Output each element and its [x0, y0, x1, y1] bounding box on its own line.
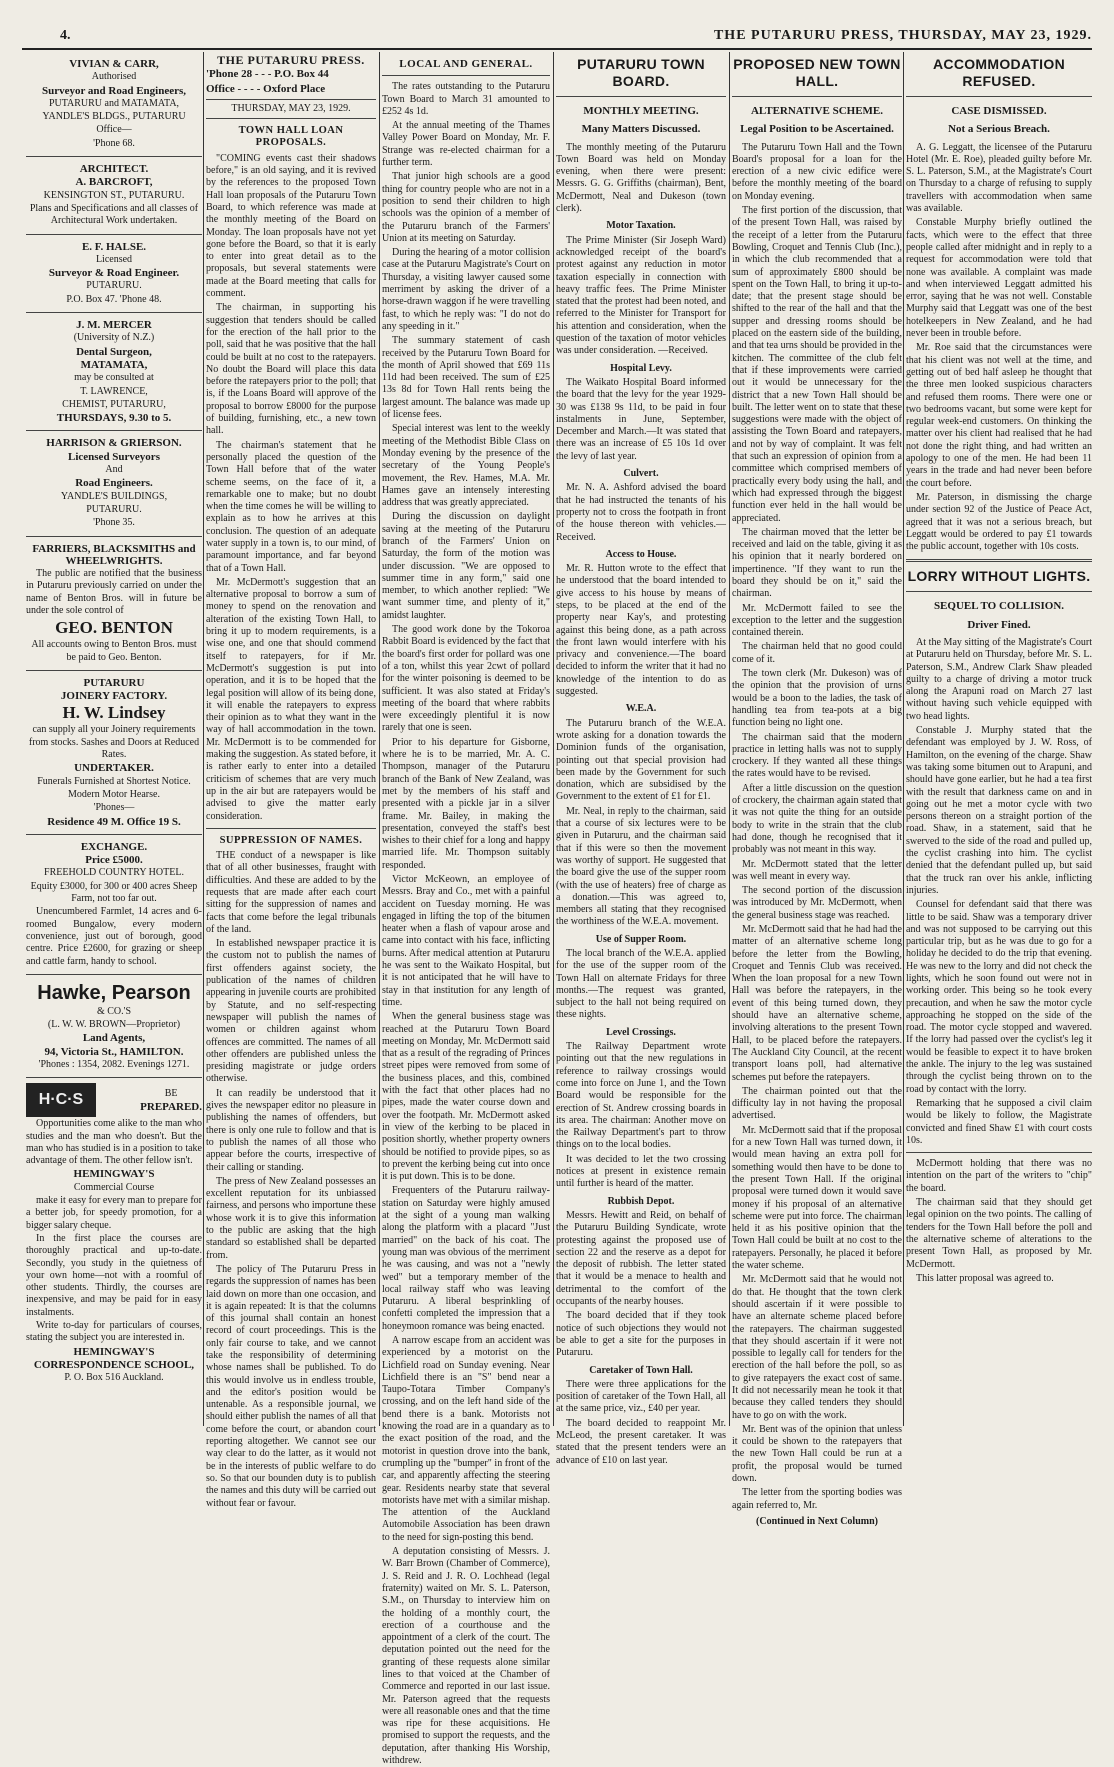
paragraph: The Waikato Hospital Board informed the board that the levy for the year 1929-30 was £138 9s 11d, to be paid in four instalments in June, September, December and March.—It was stated that there was an increase of £5 10s 1d over the levy of last year.	[556, 376, 726, 462]
ad-heading: ARCHITECT.	[79, 163, 149, 176]
paper-name: THE PUTARURU PRESS.	[217, 53, 365, 67]
ad-line: Office—	[96, 124, 132, 136]
ad-line: 'Phones—	[93, 802, 135, 814]
divider	[556, 96, 726, 97]
paragraph: The chairman moved that the letter be received and laid on the table, giving it as his opinion that it nearly bordered on impertinence. "If they want to run the board they should be on it," said the chairman.	[732, 526, 902, 600]
divider	[906, 1152, 1092, 1153]
hcs-logo: H·C·S	[26, 1083, 96, 1117]
paragraph: The Putaruru branch of the W.E.A. wrote asking for a donation towards the Dominion funds of the organisation, pointing out that special provision had been made by the Government for such donation, which are subsidised by the Government to the extent of £1 for £1.	[556, 717, 726, 803]
side-heading: Hospital Levy.	[610, 362, 672, 374]
ad-line: Licensed	[95, 253, 133, 265]
paragraph: The monthly meeting of the Putaruru Town Board was held on Monday evening, when there were present: Messrs. G. G. Griffiths (chairman), Bent, McDermott, Neal and Dukeson (town clerk).	[556, 141, 726, 215]
paragraph: "COMING events cast their shadows before," is an old saying, and it is revived by the references to the proposed Town Hall loan proposals of the Putaruru Town Board, to which reference was made at the monthly meeting of the Board on Monday. The loan proposals have not yet gone before the Board, so that it is early to enter into great detail as to the proposals, but several statements were made at the Board meeting that calls for comment.	[206, 152, 376, 300]
masthead-title: THE PUTARURU PRESS, THURSDAY, MAY 23, 1929.	[713, 28, 1092, 43]
ad-line: And	[105, 464, 123, 476]
side-heading: Access to House.	[605, 548, 677, 560]
ad-line: (University of N.Z.)	[73, 332, 155, 344]
paragraph: Mr. McDermott failed to see the exception to the letter and the suggestion contained therein.	[732, 602, 902, 639]
ad-harrison-grierson	[26, 431, 202, 536]
paragraph: Mr. McDermott stated that the letter was well meant in every way.	[732, 858, 902, 882]
ad-line: 94, Victoria St., HAMILTON.	[44, 1045, 184, 1058]
ad-line: Modern Motor Hearse.	[68, 788, 160, 800]
article-subheading: ALTERNATIVE SCHEME.	[750, 105, 884, 117]
ad-vivian-carr	[26, 52, 202, 157]
divider	[732, 96, 902, 97]
ad-architect	[26, 157, 202, 234]
ad-heading: HEMINGWAY'S	[73, 1168, 155, 1181]
paragraph: When the general business stage was reached at the Putaruru Town Board meeting on Monday, Mr. McDermott said that as a result of the regrading of Princes street pipes were removed from some of the business places, and this, combined with the fact that other places had no pipes, made the water course down and over the footpath. Mr. McDermott asked in view of the kerbing to be placed in position shortly, whether property owners should be notified to provide pipes, so as to prevent the kerbing being cut into once it is put down. This is to be done.	[382, 1011, 550, 1183]
article-subheading: Driver Fined.	[967, 618, 1031, 631]
paragraph: The summary statement of cash received by the Putaruru Town Board for the month of April showed that £69 11s 11d had been received. The sum of £25 13s 8d for Town Hall rents being the largest amount. The balance was made up of license fees.	[382, 335, 550, 421]
masthead-rule	[22, 48, 1092, 50]
paragraph: Mr. McDermott said that if the proposal for a new Town Hall was turned down, it would mean having an extra poll for something would then have to be done to the present Town Hall. If the original proposal were turned down it would save money if his proposal of an alternative scheme were put into force. The chairman held it as his positive opinion that the Town Hall could be built at no cost to the ratepayers. Personally, he placed it before the water scheme.	[732, 1124, 902, 1272]
ad-line: Price £5000.	[85, 854, 143, 867]
article-subheading: Legal Position to be Ascertained.	[740, 123, 894, 136]
side-heading: Caretaker of Town Hall.	[589, 1364, 693, 1376]
ad-body: Opportunities come alike to the man who studies and the man who doesn't. But the man who has studied is in a position to take advantage of them. The other fellow isn't.	[26, 1118, 202, 1167]
paragraph: The board decided that if they took notice of such objections they would not be able to get a site for the purposes in Putaruru.	[556, 1310, 726, 1359]
column-editorial	[206, 52, 376, 1509]
paragraph: The board decided to reappoint Mr. McLeod, the present caretaker. It was stated that the present tenders were an advance of £10 on last year.	[556, 1417, 726, 1466]
paragraph: After a little discussion on the question of crockery, the chairman again stated that it was not quite the thing for an outside body to write in the strain that the club had done, though he recognised that it probably was not meant in this way.	[732, 782, 902, 856]
paragraph: Prior to his departure for Gisborne, where he is to be married, Mr. A. C. Thompson, manager of the Putaruru branch of the Bank of New Zealand, was met by the members of his staff and presented with a pickle jar in a silver frame. Mr. Bailey, in making the presentation, conveyed the staff's best wishes to their chief for a long and happy married life. Mr. Thompson suitably responded.	[382, 736, 550, 871]
article-headline: PROPOSED NEW TOWN HALL.	[733, 56, 901, 89]
side-heading: Motor Taxation.	[606, 220, 676, 232]
ad-title: HARRISON & GRIERSON.	[46, 437, 182, 450]
paragraph: The Putaruru Town Hall and the Town Board's proposal for a loan for the erection of a new civic edifice were before the monthly meeting of the board on Monday evening.	[732, 141, 902, 202]
paragraph: McDermott holding that there was no intention on the part of the writers to "chip" the board.	[906, 1158, 1092, 1194]
ad-line: FREEHOLD COUNTRY HOTEL.	[44, 867, 184, 879]
paragraph: The rates outstanding to the Putaruru Town Board to March 31 amounted to £252 4s 1d.	[382, 81, 550, 117]
paragraph: Mr. Neal, in reply to the chairman, said that a course of six lectures were to be given in Putaruru, and the chairman said that if this were so then the movement was worthy of support. He suggested that the board give the use of the supper room (with the use of heaters) free of charge as a donation.—This was agreed to, members all stating that they recognised the worthiness of the W.E.A. movement.	[556, 805, 726, 928]
paragraph: The first portion of the discussion, that of the present Town Hall, was raised by the receipt of a letter from the Putaruru Bowling, Croquet and Tennis Club (Inc.), in which the club recommended that a sum of approximately £800 should be spent on the Town Hall, to bring it up-to-date; that the present stage should be shifted to the rear of the hall and that the supper and dressing rooms should be placed on the eastern side of the building, and that tea urns should be provided in the kitchen. The committee of the club felt that if these improvements were carried out it would be unnecessary for the district that a new Town Hall should be built. The letter went on to state that these suggestions were made with the object of assisting the Town Board and ratepayers, and not by way of complaint. It was felt that such an expression of opinion from a committee which comprised members of practically every body using the hall, and which had expressed through the biggest function ever held in the hall would be appreciated.	[732, 205, 902, 524]
article-headline: ACCOMMODATION REFUSED.	[933, 56, 1065, 89]
paragraph: The press of New Zealand possesses an excellent reputation for its unbiassed fairness, and persons who importune these whose work it is to give this information to the public are asking that the high standard so established shall be departed from.	[206, 1175, 376, 1261]
paragraph: The chairman said that the modern practice in letting halls was not to supply crockery. If they wanted all these things the rates would have to be revised.	[732, 731, 902, 780]
ad-line: can supply all your Joinery requirements from stocks. Sashes and Doors at Reduced Rates.	[28, 724, 200, 761]
ad-title: H. W. Lindsey	[62, 703, 166, 723]
paragraph: Messrs. Hewitt and Reid, on behalf of the Putaruru Building Syndicate, wrote protesting against the proposed use of section 22 and the reserve as a depot for the deposit of rubbish. The letter stated that it would be a menace to health and detrimental to the comfort of the occupants of the nearby houses.	[556, 1209, 726, 1308]
column-rule	[379, 52, 380, 1426]
column-advertisements	[26, 52, 202, 1428]
editorial-heading: TOWN HALL LOAN PROPOSALS.	[238, 125, 344, 149]
ad-line: Commercial Course	[73, 1181, 155, 1193]
ad-line: (L. W. W. BROWN—Proprietor)	[47, 1019, 181, 1031]
paragraph: Frequenters of the Putaruru railway-station on Saturday were highly amused at the sight of a young man walking along the platform with a placard "Just married" on the back of his coat. The young man was obvious of the merriment he was causing, and was not a "newly wed" but a temporary member of the local railway staff who was leaving Putaruru. A liberal besprinkling of confetti completed the impression that a honeymoon romance was being enacted.	[382, 1185, 550, 1332]
side-heading: Level Crossings.	[606, 1026, 676, 1038]
paragraph: The chairman's statement that he personally placed the question of the Town Hall before that of the water scheme seems, on the face of it, a remarkable one to make; but no doubt when the time comes he will be willing to explain as to how he arrives at this conclusion. The question of an adequate water supply in a town is, to our mind, of paramount importance, and far beyond that of a Town Hall.	[206, 439, 376, 574]
side-heading: Culvert.	[623, 468, 659, 480]
ad-body: The public are notified that the business in Putaruru previously carried on under the name of Benton Bros. will in future be under the sole control of	[26, 568, 202, 616]
ad-line: THURSDAYS, 9.30 to 5.	[56, 412, 172, 425]
ad-line: Surveyor and Road Engineers,	[41, 84, 187, 97]
ad-line: PUTARURU.	[86, 280, 142, 292]
divider	[206, 828, 376, 829]
paragraph: The chairman said that they should get legal opinion on the two points. The calling of tenders for the Town Hall before the poll and the alternative scheme of alterations to the present Town Hall, as proposed by Mr. McDermott.	[906, 1197, 1092, 1270]
editorial-date: THURSDAY, MAY 23, 1929.	[206, 99, 376, 119]
article-subheading: Many Matters Discussed.	[581, 123, 701, 136]
paragraph: The chairman pointed out that the difficulty lay in not having the proposal advertised.	[732, 1085, 902, 1122]
ad-line: Dental Surgeon,	[76, 345, 152, 358]
paragraph: A. G. Leggatt, the licensee of the Putaruru Hotel (Mr. E. Roe), pleaded guilty before Mr. S. L. Paterson, S.M., at the Magistrate's Court on Thursday to a charge of refusing to supply travellers with accommodation when same was available.	[906, 141, 1092, 215]
ad-body: Write to-day for particulars of courses, stating the subject you are interested in.	[26, 1320, 202, 1344]
paragraph: THE conduct of a newspaper is like that of all other businesses, fraught with difficulties. And these are added to by the requests that are made after each court sitting for the suppression of names and facts that come before the legal tribunals of the land.	[206, 850, 376, 935]
ad-line: BE	[164, 1087, 178, 1099]
ad-line: PUTARURU and MATAMATA,	[48, 97, 180, 109]
ad-body: In the first place the courses are thoroughly practical and up-to-date. Secondly, you study in the quietness of your own home—not with a roomful of other students. Thirdly, the courses are inexpensive, and may be paid for in easy instalments.	[26, 1232, 202, 1318]
side-heading: Use of Supper Room.	[595, 933, 687, 945]
ad-line: CHEMIST, PUTARURU,	[62, 398, 166, 410]
divider	[906, 591, 1092, 592]
ad-line: PUTARURU.	[86, 503, 142, 515]
column-town-board	[556, 52, 726, 1466]
ad-line: PREPARED.	[140, 1100, 202, 1113]
ad-line: YANDLE'S BUILDINGS,	[60, 490, 168, 502]
paragraph: At the annual meeting of the Thames Valley Power Board on Monday, Mr. F. Strange was re-elected chairman for a further term.	[382, 120, 550, 169]
paragraph: Mr. N. A. Ashford advised the board that he had instructed the tenants of his property not to cross the footpath in front of the house thereon with vehicles.—Received.	[556, 482, 726, 543]
ad-line: 'Phone 68.	[93, 137, 135, 149]
editorial-header	[206, 54, 376, 95]
paragraph: It was decided to let the two crossing notices at present in existence remain until further is heard of the matter.	[556, 1153, 726, 1190]
paper-office: Office - - - - Oxford Place	[206, 82, 326, 95]
paragraph: The town clerk (Mr. Dukeson) was of the opinion that the provision of urns would be a boon to the ladies, the task of handling tea from tea-pots at a big function being no light one.	[732, 668, 902, 729]
paragraph: The good work done by the Tokoroa Rabbit Board is evidenced by the fact that the board's first order for pollard was one of a ton, whilst this year 2cwt of pollard for the winter poisoning is deemed to be sufficient. It was also stated at Friday's meeting of the board that where rabbits were exceedingly plentiful it is now rarely that one is seen.	[382, 624, 551, 734]
ad-title: J. M. MERCER	[76, 319, 152, 332]
ad-body: Unencumbered Farmlet, 14 acres and 6-roomed Bungalow, every modern convenience, just out of borough, good centre. Price £2600, for grazing or sheep and cattle farm, handy to school.	[26, 906, 202, 967]
column-court	[906, 52, 1092, 1428]
ad-line: MATAMATA,	[80, 358, 148, 371]
paragraph: This latter proposal was agreed to.	[916, 1272, 1054, 1284]
hcs-banner	[26, 1083, 202, 1117]
column-rule	[729, 52, 730, 1426]
ad-heading: UNDERTAKER.	[74, 762, 154, 775]
ad-hemingway	[26, 1078, 202, 1390]
divider	[906, 96, 1092, 97]
ad-heading: CORRESPONDENCE SCHOOL,	[33, 1358, 195, 1371]
ad-heading: PUTARURU	[83, 676, 145, 689]
paragraph: Mr. McDermott said that he had had the matter of an alternative scheme long before the letter from the Bowling, Croquet and Tennis Club was received. When the loan proposal for a new Town Hall was before the ratepayers, in the event of this being turned down, they should have an alternative scheme, involving alterations to the present Town Hall, to be placed before the ratepayers. The Auckland City Council, at the recent transport loans poll, had alternative schemes put before the ratepayers.	[732, 924, 902, 1083]
masthead	[60, 26, 1092, 46]
divider	[906, 559, 1092, 562]
paragraph: The local branch of the W.E.A. applied for the use of the supper room of the Town Hall on alternate Fridays for three months.—The request was granted, subject to the hall not being required on these nights.	[556, 948, 726, 1021]
column-rule	[203, 52, 204, 1426]
ad-line: Authorised	[91, 71, 137, 83]
column-rule	[553, 52, 554, 1426]
article-subheading: SEQUEL TO COLLISION.	[933, 600, 1065, 613]
paragraph: Special interest was lent to the weekly meeting of the Methodist Bible Class on Monday evening by the presence of the secretary of the Young People's movement, the Rev. Hames, M.A. Mr. Hames gave an intensely interesting address that was greatly appreciated.	[382, 423, 550, 509]
ad-line: 'Phone 35.	[93, 517, 135, 529]
paper-phone: 'Phone 28 - - - P.O. Box 44	[206, 68, 329, 81]
ad-line: Licensed Surveyors	[68, 450, 160, 463]
ad-line: KENSINGTON ST., PUTARURU.	[43, 189, 185, 201]
paragraph: The policy of The Putaruru Press in regards the suppression of names has been laid down on more than one occasion, and it is again repeated: It is that the columns of this journal shall contain an honest record of court proceedings. This is the only fair course to take, and we cannot take the responsibility of determining whose names shall be published. To do this would involve us in endless trouble, and the editor's position would be untenable. As a responsible journal, we should either publish the names of all that come before the court, or abandon court reporting altogether. We cannot see our way clear to do the latter, as it would not be in the interests of public welfare to do so. So that our bounden duty is to publish the names and this duty will be carried out without fear or favour.	[206, 1263, 376, 1509]
ad-body: make it easy for every man to prepare for a better job, for speedy promotion, for a bigger salary cheque.	[26, 1195, 202, 1231]
ad-line: Surveyor & Road Engineer.	[48, 267, 180, 280]
ad-line: may be consulted at	[74, 372, 154, 384]
paragraph: Constable J. Murphy stated that the defendant was employed by J. W. Ross, of Hamilton, on the evening of the charge. Shaw was taking some bitumen out to Arapuni, and should have gone earlier, but he had a tea first with the result that darkness came on and in going out he met a motor cycle with two persons thereon on a straight portion of the road. Shaw, in a statement, said that he swerved to the side of the road and pulled up, the cyclist crashing into him. The cyclist denied that the defendant pulled up, but said that the truck ran over his ankle, inflicting injuries.	[906, 725, 1092, 896]
ad-line: Road Engineers.	[75, 477, 153, 490]
ad-title: E. F. HALSE.	[81, 240, 147, 253]
ad-heading: HEMINGWAY'S	[73, 1345, 155, 1358]
column-local-general	[382, 52, 551, 1767]
paragraph: Victor McKeown, an employee of Messrs. Bray and Co., met with a painful accident on Tuesday morning. He was engaged in lifting the top of the bitumen heater when a flash of vapour arose and came into contact with his face, inflicting burns. After medical attention at Putaruru he was sent to the Waikato Hospital, but it is not anticipated that he will have to stay in that institution for any length of time.	[382, 874, 550, 1008]
ad-line: 'Phones : 1354, 2082. Evenings 1271.	[38, 1059, 190, 1070]
paragraph: There were three applications for the position of caretaker of the Town Hall, all at the same price, viz., £40 per year.	[556, 1378, 726, 1415]
paragraph: Mr. McDermott's suggestion that an alternative proposal to borrow a sum of money to spend on the renovation and alteration of the existing Town Hall, to bring it up to modern requirements, is a wise one, and one that should commend itself to ratepayers, for if Mr. McDermott's suggestion is put into operation, and it is to be hoped that the legal position will allow of its being done, it will enable the ratepayers to express their opinion as to what they want in the way of hall accommodation in the town. Mr. McDermott is to be commended for making the suggestion. As stated before, it is rather early to enter into a detailed criticism of schemes that are very much up in the air but are ratepayers would be advised to give the matter early consideration.	[206, 576, 376, 822]
continued-note: (Continued in Next Column)	[756, 1515, 878, 1527]
article-subheading: CASE DISMISSED.	[951, 105, 1047, 117]
article-subheading: MONTHLY MEETING.	[583, 105, 699, 117]
article-subheading: Not a Serious Breach.	[948, 123, 1050, 136]
editorial-heading: SUPPRESSION OF NAMES.	[219, 834, 363, 846]
ad-mercer	[26, 313, 202, 431]
paragraph: Mr. Bent was of the opinion that unless it could be shown to the ratepayers that the new Town Hall could be run at a profit, the proposal would be turned down.	[732, 1423, 902, 1485]
ad-exchange	[26, 835, 202, 975]
paragraph: The chairman held that no good could come of it.	[732, 641, 902, 665]
paragraph: The second portion of the discussion was introduced by Mr. McDermott, when the general business stage was reached.	[732, 885, 902, 921]
ad-joinery	[26, 671, 202, 835]
ad-line: Residence 49 M. Office 19 S.	[47, 815, 181, 828]
section-heading: LOCAL AND GENERAL.	[399, 58, 533, 70]
paragraph: Constable Murphy briefly outlined the facts, which were to the effect that three people called after midnight and in reply to a request for accommodation were told that none was available. A complaint was made and when interviewed Leggatt admitted his error, saying that he was not well. Constable Murphy said that Leggatt was one of the best hotelkeepers in New Zealand, and he had never been in trouble before.	[906, 217, 1092, 340]
side-heading: Rubbish Depot.	[607, 1195, 675, 1207]
divider	[382, 75, 550, 76]
ad-heading: JOINERY FACTORY.	[60, 690, 168, 703]
paragraph: The Prime Minister (Sir Joseph Ward) acknowledged receipt of the board's protest against any reduction in motor taxation especially in connection with heavy traffic fees. The Prime Minister stated that the protest had been noted, and referred to the Minister for Transport for his attention and consideration, when the question of the taxation of motor vehicles was under consideration. —Received.	[556, 234, 726, 357]
paragraph: Mr. Roe said that the circumstances were that his client was not well at the time, and getting out of bed half asleep he thought that the three men looked suspicious characters and refused them rooms. There were one or two bedrooms vacant, but some were kept for regular week-end customers. On thinking the matter over his client had realised that he had not done the right thing, and had written an apology to one of the men. He had been 11 years in the trade and had never been before the court before.	[906, 342, 1092, 489]
paragraph: The chairman, in supporting his suggestion that tenders should be called for the erection of the hall prior to the poll, said that he was positive that the hall could be built at no cost to the ratepayers. No doubt the Board will place this data before the ratepayers prior to the poll; that is, if the Loans Board will approve of the proposal to borrow £8000 for the purpose of building, furnishing, etc., a new town hall.	[206, 302, 376, 437]
page-number: 4.	[60, 28, 71, 43]
ad-line: & CO.'S	[96, 1005, 132, 1017]
ad-halse	[26, 235, 202, 313]
paragraph: Remarking that he supposed a civil claim would be likely to follow, the Magistrate convicted and fined Shaw £1 with court costs 10s.	[906, 1097, 1092, 1146]
paragraph: During the hearing of a motor collision case at the Putaruru Magistrate's Court on Thursday, a visiting lawyer caused some merriment by asking the driver of a horse-drawn waggon if he were travelling fast, to which he reply was: "I do not do any speeding in it."	[382, 247, 550, 332]
column-rule	[903, 52, 904, 1426]
paragraph: During the discussion on daylight saving at the meeting of the Putaruru branch of the Farmers' Union on Saturday, the form of the motion was under discussion. "We are opposed to summer time in any form," said one member, to which another replied: "We want summer time, and plenty of it," amidst laughter.	[382, 511, 550, 621]
paragraph: Counsel for defendant said that there was little to be said. Shaw was a temporary driver and was not supposed to be carrying out this particular trip, but as he was due to go for a holiday he decided to do the trip that evening. He was new to the lorry and did not check the lights, which he soon found out were not in working order. This being so he took every precaution, and when he saw the motor cycle approaching he stopped on the side of the road. The motor cycle stopped and wavered. If the lorry had passed over the cyclist's leg it would be feasible to expect it to have broken the ankle. The injury to the leg was sustained through the cyclist being thrown on to the road by contact with the lorry.	[906, 899, 1092, 1095]
paragraph: Mr. Paterson, in dismissing the charge under section 92 of the Justice of Peace Act, agreed that it was not a serious breach, but Leggatt would be ordered to pay £1 towards the public account, together with 10s costs.	[906, 491, 1092, 553]
ad-line: Funerals Furnished at Shortest Notice.	[37, 775, 191, 787]
ad-title: A. BARCROFT,	[75, 176, 153, 189]
ad-line: Plans and Specifications and all classes of Architectural Work undertaken.	[29, 202, 199, 227]
ad-title: VIVIAN & CARR,	[69, 58, 159, 70]
column-town-hall	[732, 52, 902, 1527]
paragraph: A deputation consisting of Messrs. J. W. Barr Brown (Chamber of Commerce), J. S. Reid and J. R. O. Lochhead (legal fraternity) waited on Mr. S. L. Paterson, S.M., on Thursday to interview him on the holding of a monthly court, the erection of a courthouse and the appointment of a clerk of the court. The deputation pointed out the need for the granting of these requests alone similar lines to that voiced at the Chamber of Commerce and reported in our last issue. Mr. Paterson agreed that the requests were all reasonable ones and that the time was ripe for these acquisitions. He promised to support the requests, and the deputation, after thanking His Worship, withdrew.	[382, 1546, 550, 1767]
paragraph: In established newspaper practice it is the custom not to publish the names of first offenders against society, the publication of the names of children appearing in juvenile courts are prohibited by Statute, and no self-respecting newspaper will publish the names of women or children against whom offences are committed. The names of all other offenders are published unless the presiding magistrate or judge orders otherwise.	[206, 938, 376, 1085]
article-headline: PUTARURU TOWN BOARD.	[577, 56, 705, 89]
ad-farriers	[26, 537, 202, 671]
ad-heading: FARRIERS, BLACKSMITHS and WHEELWRIGHTS.	[32, 542, 196, 567]
paragraph: The letter from the sporting bodies was again referred to, Mr.	[732, 1487, 902, 1511]
paragraph: That junior high schools are a good thing for country people who are not in a position to send their children to high schools was the opinion of a member of the Putaruru branch of the Farmers' Union at its meeting on Saturday.	[382, 171, 550, 244]
ad-line: Equity £3000, for 300 or 400 acres Sheep Farm, not too far out.	[30, 880, 198, 905]
paragraph: A narrow escape from an accident was experienced by a motorist on the Lichfield road on Sunday evening. Near Lichfield there is an "S" bend near a Taupo-Totara Timber Company's crossing, and on the left hand side of the bend there is a bank. Motorists not knowing the road are in a quandary as to the exact position of the road, and the motorist in question drove into the bank, crumpling up the "bumper" in front of the car, and apparently affecting the steering gear. Residents nearby state that several motorists have met with a similar mishap. The attention of the Auckland Automobile Association has been drawn to the need for sign-posting this bend.	[382, 1334, 550, 1543]
paragraph: Mr. R. Hutton wrote to the effect that he understood that the board intended to give access to his house by means of steps, to be placed at the end of the property near Kay's, and protesting against this being done, as a path across the front lawn would interfere with his privacy and convenience.—The board decided to inform the writer that it had no knowledge of the intention to do as suggested.	[556, 563, 726, 698]
ad-title: Hawke, Pearson	[37, 981, 191, 1004]
paragraph: It can readily be understood that it gives the newspaper editor no pleasure in publishing the names of offenders, but there is only one rule to follow and that is to publish the names of all those who appear before the courts, irrespective of their calling or standing.	[206, 1087, 376, 1173]
ad-line: P.O. Box 47. 'Phone 48.	[66, 293, 162, 305]
ad-line: Land Agents,	[82, 1032, 146, 1045]
side-heading: W.E.A.	[625, 703, 657, 715]
ad-line: YANDLE'S BLDGS., PUTARURU	[42, 111, 186, 123]
paragraph: At the May sitting of the Magistrate's Court at Putaruru held on Thursday, before Mr. S. L. Paterson, S.M., Andrew Clark Shaw pleaded guilty to a charge of driving a motor truck along the Arapuni road on March 27 last without having such vehicle equipped with two head lights.	[906, 636, 1092, 722]
article-headline: LORRY WITHOUT LIGHTS.	[907, 568, 1091, 585]
ad-heading: EXCHANGE.	[80, 840, 148, 853]
ad-line: P. O. Box 516 Auckland.	[64, 1372, 164, 1384]
ad-hawke-pearson	[26, 975, 202, 1078]
hcs-slogan	[140, 1087, 202, 1115]
ad-line: T. LAWRENCE,	[80, 385, 148, 397]
ad-title: GEO. BENTON	[55, 618, 173, 638]
ad-line: All accounts owing to Benton Bros. must be paid to Geo. Benton.	[31, 639, 197, 663]
paragraph: The Railway Department wrote pointing out that the new regulations in reference to railway crossings would come into force on June 1, and the Town Board would be responsible for the erection of St. Andrew crossing boards in its area. The chairman: Another move on the Railway Department's part to throw things on to the local bodies.	[556, 1041, 726, 1151]
paragraph: Mr. McDermott said that he would not do that. He thought that the town clerk should ascertain if it were possible to have an alternate scheme placed before the ratepayers. The chairman suggested that they should ascertain if it were not possible to legally call for tenders for the erection of the hall before the poll, so as to give ratepayers the exact cost of same. It did not necessarily mean he took it that because they called tenders they should have to go on with the work.	[732, 1274, 902, 1421]
